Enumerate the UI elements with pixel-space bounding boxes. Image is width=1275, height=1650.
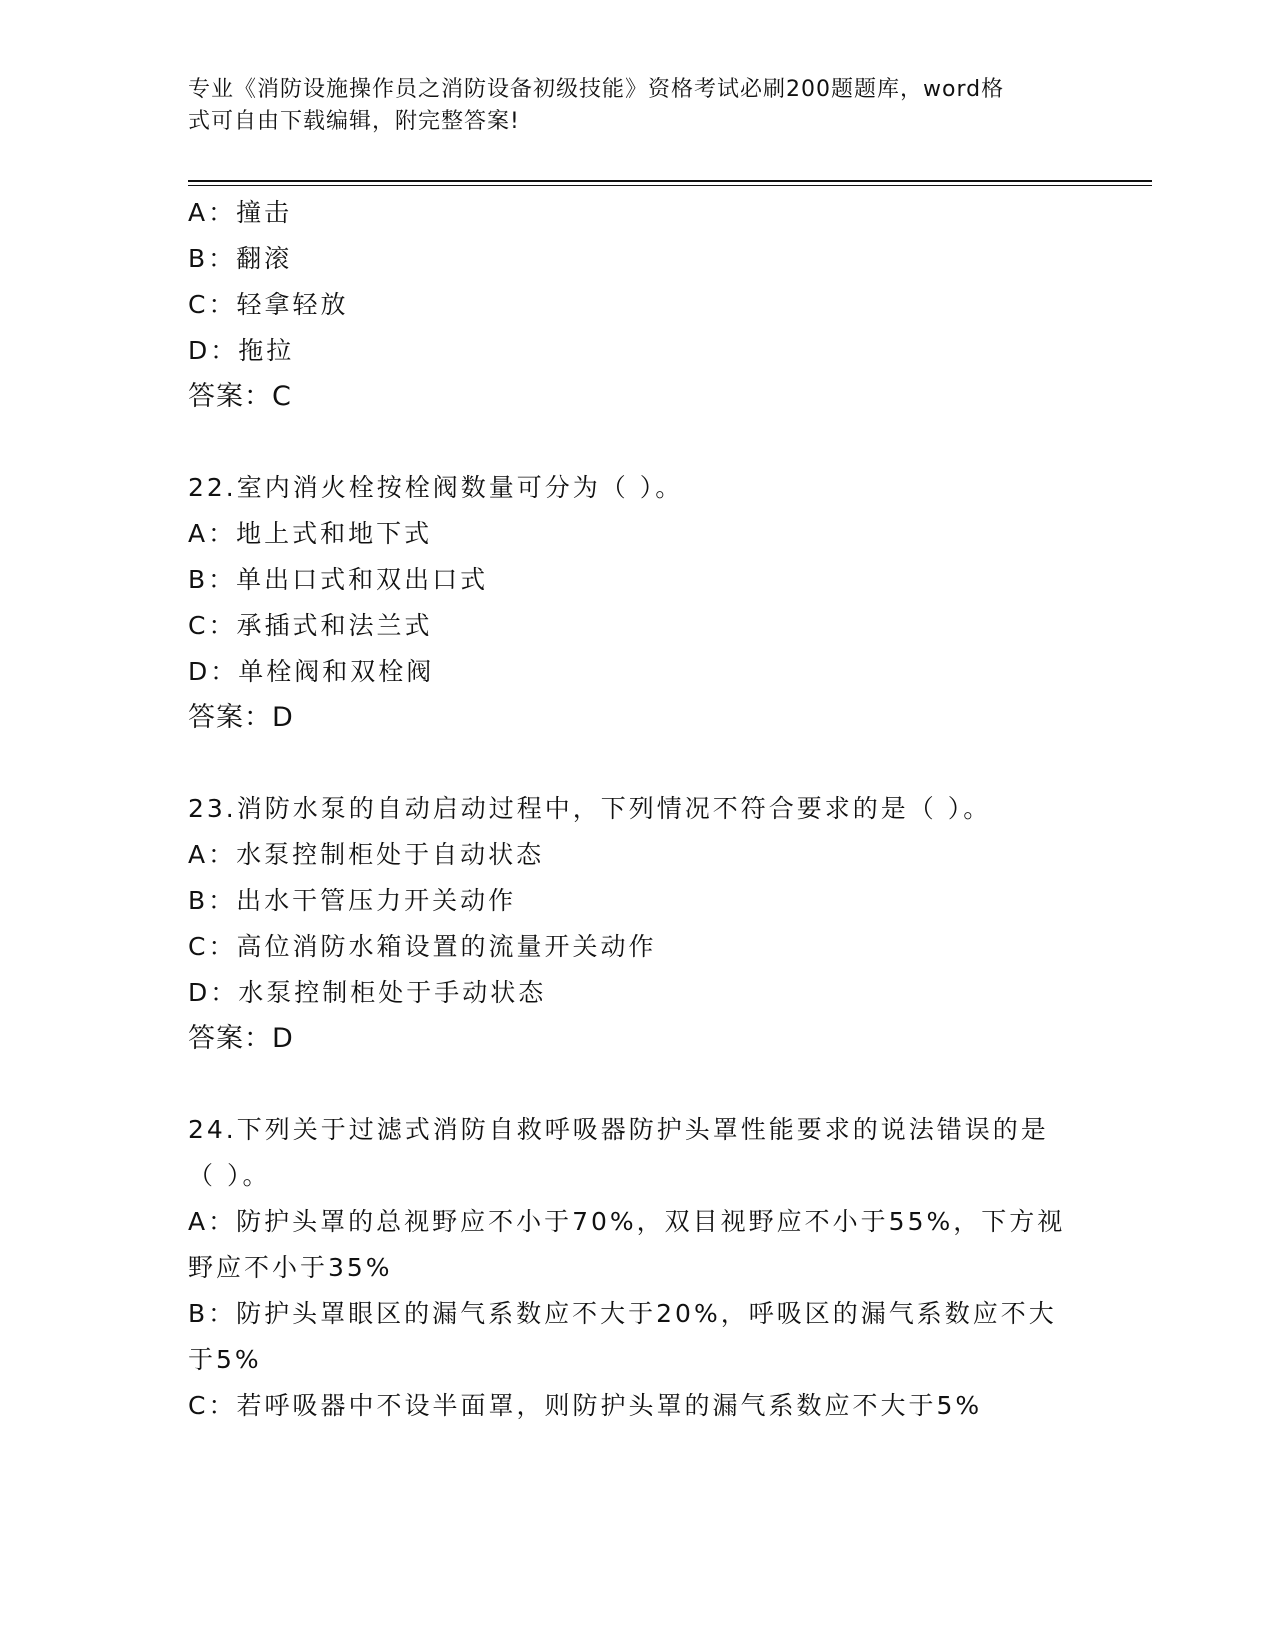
question-22: [188, 465, 1088, 741]
answer-label: 答案：: [188, 702, 272, 733]
option-c: C：承插式和法兰式: [188, 611, 433, 640]
option-c: C：高位消防水箱设置的流量开关动作: [188, 932, 657, 961]
option-a: A：撞击: [188, 198, 293, 227]
answer-value: D: [272, 1023, 294, 1054]
option-a: A：水泵控制柜处于自动状态: [188, 840, 545, 869]
option-a-line-2: 野应不小于35%: [188, 1253, 393, 1282]
option-a-line-1: A：防护头罩的总视野应不小于70%，双目视野应不小于55%，下方视: [188, 1207, 1066, 1236]
answer-line: [188, 374, 1088, 420]
answer-label: 答案：: [188, 1023, 272, 1054]
document-header: [188, 74, 1068, 138]
option-b-line-1: B：防护头罩眼区的漏气系数应不大于20%，呼吸区的漏气系数应不大: [188, 1299, 1057, 1328]
question-23: [188, 786, 1088, 1062]
option-b: B：翻滚: [188, 244, 293, 273]
question-stem: 22.室内消火栓按栓阀数量可分为（ ）。: [188, 473, 684, 502]
answer-label: 答案：: [188, 381, 272, 412]
question-21: [188, 190, 1088, 420]
question-24: [188, 1107, 1088, 1429]
answer-line: [188, 695, 1088, 741]
option-c: C：若呼吸器中不设半面罩，则防护头罩的漏气系数应不大于5%: [188, 1391, 983, 1420]
option-b-line-2: 于5%: [188, 1345, 262, 1374]
header-divider-thick: [188, 180, 1152, 182]
answer-value: D: [272, 702, 294, 733]
question-stem-line-1: 24.下列关于过滤式消防自救呼吸器防护头罩性能要求的说法错误的是: [188, 1115, 1049, 1144]
option-d: D：水泵控制柜处于手动状态: [188, 978, 547, 1007]
option-d: D：拖拉: [188, 336, 295, 365]
header-divider-thin: [188, 185, 1152, 186]
answer-value: C: [272, 381, 292, 412]
option-d: D：单栓阀和双栓阀: [188, 657, 435, 686]
question-stem-line-2: （ ）。: [188, 1161, 271, 1190]
question-list: [188, 190, 1088, 1429]
option-c: C：轻拿轻放: [188, 290, 349, 319]
question-stem: 23.消防水泵的自动启动过程中，下列情况不符合要求的是（ ）。: [188, 794, 992, 823]
header-line-1: 专业《消防设施操作员之消防设备初级技能》资格考试必刷200题题库，word格: [188, 77, 1005, 102]
option-b: B：单出口式和双出口式: [188, 565, 489, 594]
answer-line: [188, 1016, 1088, 1062]
header-line-2: 式可自由下载编辑，附完整答案!: [188, 109, 520, 134]
option-a: A：地上式和地下式: [188, 519, 433, 548]
option-b: B：出水干管压力开关动作: [188, 886, 517, 915]
